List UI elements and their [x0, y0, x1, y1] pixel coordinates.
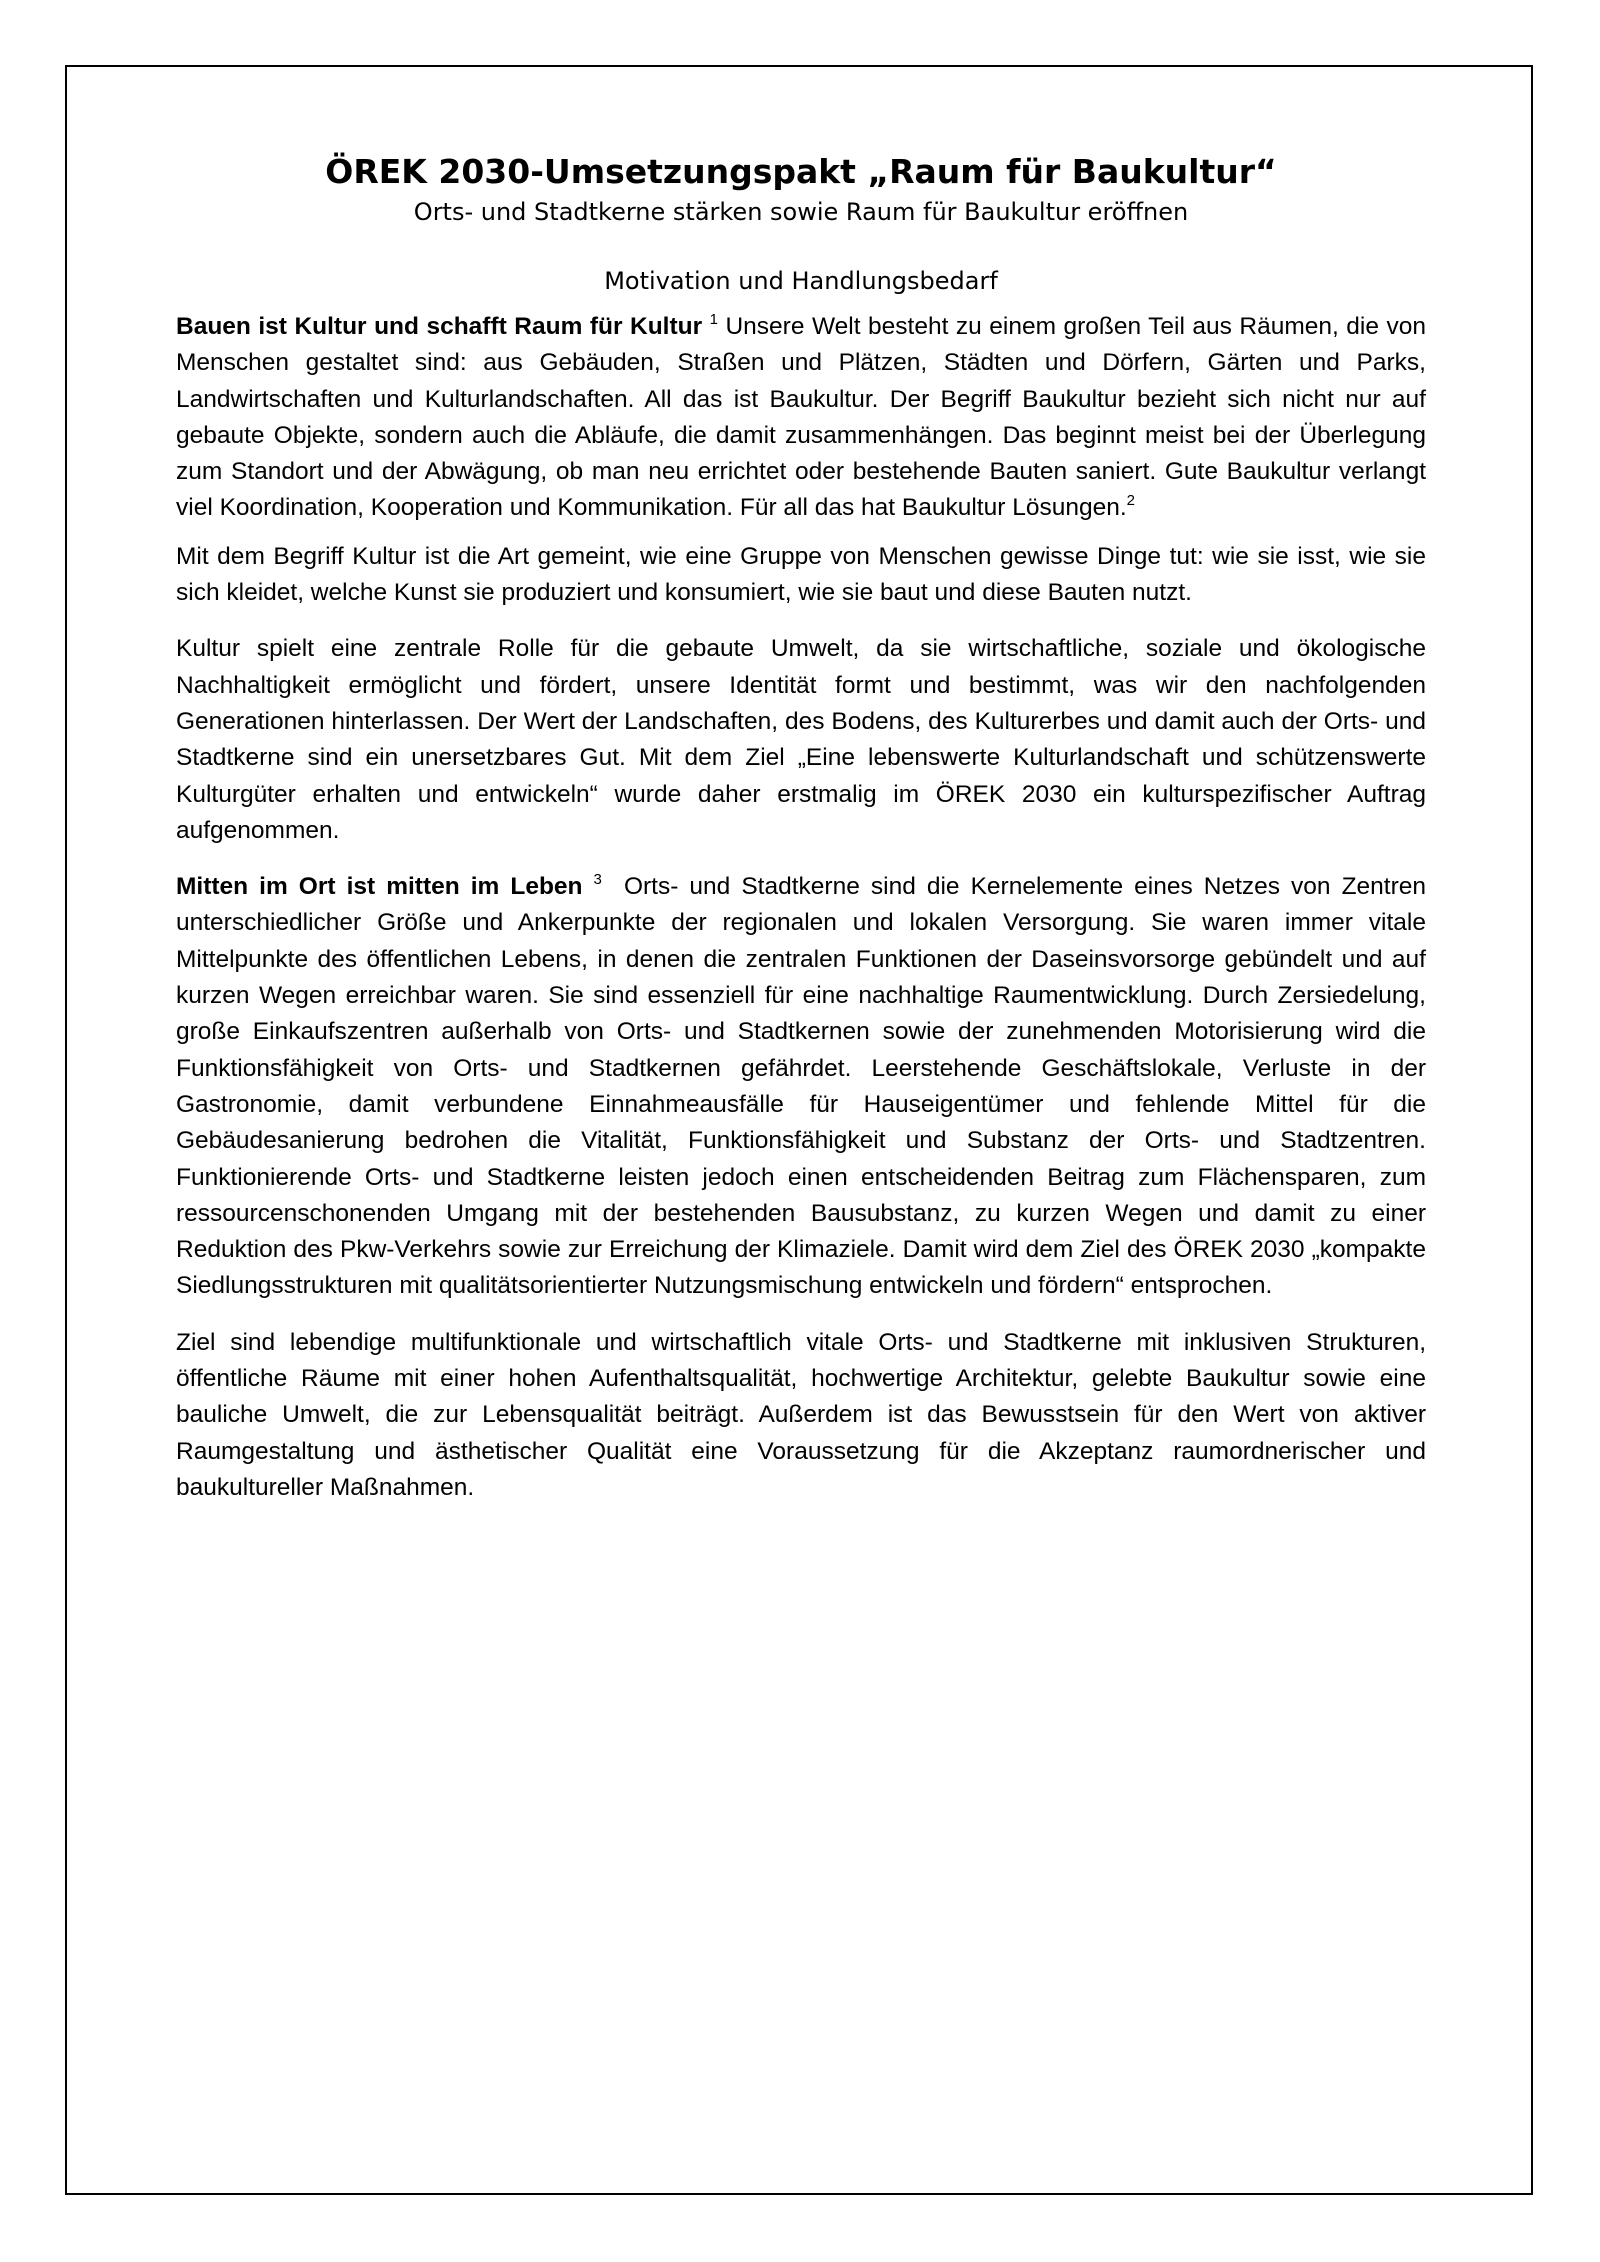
paragraph-kultur-rolle: Kultur spielt eine zentrale Rolle für die gebaute Umwelt, da sie wirtschaftliche, soziale und ökologische Nachhaltigkeit ermöglicht und fördert, unsere Identität formt und bestimmt, was wir den nachfolgenden Generationen hinterlassen. Der Wert der Landschaften, des Bodens, des Kulturerbes und damit auch der Orts- und Stadtkerne sind ein unersetzbares Gut. Mit dem Ziel „Eine lebenswerte Kulturlandschaft und schützenswerte Kulturgüter erhalten und entwickeln“ wurde daher erstmalig im ÖREK 2030 ein kulturspezifischer Auftrag aufgenommen.: [176, 635, 1426, 844]
footnote-ref[interactable]: 3: [593, 871, 602, 889]
paragraph-kultur-begriff: Mit dem Begriff Kultur ist die Art gemeint, wie eine Gruppe von Menschen gewisse Dinge tut: wie sie isst, wie sie sich kleidet, welche Kunst sie produziert und konsumiert, wie sie baut und diese Bauten nutzt.: [176, 542, 1426, 607]
paragraph-baukultur: [176, 309, 1426, 527]
paragraph-text: Unsere Welt besteht zu einem großen Teil aus Räumen, die von Menschen gestaltet sind: aus Gebäuden, Straßen und Plätzen, Städten und Dörfern, Gärten und Parks, Landwirtschaften und Kulturlandschaften. All das ist Baukultur. Der Begriff Baukultur bezieht sich nicht nur auf gebaute Objekte, sondern auch die Abläufe, die damit zusammenhängen. Das beginnt meist bei der Überlegung zum Standort und der Abwägung, ob man neu errichtet oder bestehende Bauten saniert. Gute Baukultur verlangt viel Koordination, Kooperation und Kommunikation. Für all das hat Baukultur Lösungen.: [176, 313, 1427, 522]
document-subtitle: Orts- und Stadtkerne stärken sowie Raum für Baukultur eröffnen: [413, 198, 1189, 226]
section-heading: Motivation und Handlungsbedarf: [604, 267, 998, 295]
paragraph-ortskerne: [176, 869, 1426, 1305]
document-body: [176, 150, 1426, 1506]
footnote-ref[interactable]: 2: [1126, 492, 1135, 510]
document-title: ÖREK 2030-Umsetzungspakt „Raum für Baukultur“: [325, 152, 1277, 191]
paragraph-lead: Bauen ist Kultur und schafft Raum für Kultur: [176, 313, 703, 340]
paragraph-text: Orts- und Stadtkerne sind die Kernelemente eines Netzes von Zentren unterschiedlicher Größe und Ankerpunkte der regionalen und lokalen Versorgung. Sie waren immer vitale Mittelpunkte des öffentlichen Lebens, in denen die zentralen Funktionen der Daseinsvorsorge gebündelt und auf kurzen Wegen erreichbar waren. Sie sind essenziell für eine nachhaltige Raumentwicklung. Durch Zersiedelung, große Einkaufszentren außerhalb von Orts- und Stadtkernen sowie der zunehmenden Motorisierung wird die Funktionsfähigkeit von Orts- und Stadtkernen gefährdet. Leerstehende Geschäftslokale, Verluste in der Gastronomie, damit verbundene Einnahmeausfälle für Hauseigentümer und fehlende Mittel für die Gebäudesanierung bedrohen die Vitalität, Funktionsfähigkeit und Substanz der Orts- und Stadtzentren. Funktionierende Orts- und Stadtkerne leisten jedoch einen entscheidenden Beitrag zum Flächensparen, zum ressourcenschonenden Umgang mit der bestehenden Bausubstanz, zu kurzen Wegen und damit zu einer Reduktion des Pkw-Verkehrs sowie zur Erreichung der Klimaziele. Damit wird dem Ziel des ÖREK 2030 „kompakte Siedlungsstrukturen mit qualitätsorientierter Nutzungsmischung entwickeln und fördern“ entsprochen.: [176, 873, 1427, 1300]
paragraph-ziel: Ziel sind lebendige multifunktionale und wirtschaftlich vitale Orts- und Stadtkerne mit inklusiven Strukturen, öffentliche Räume mit einer hohen Aufenthaltsqualität, hochwertige Architektur, gelebte Baukultur sowie eine bauliche Umwelt, die zur Lebensqualität beiträgt. Außerdem ist das Bewusstsein für den Wert von aktiver Raumgestaltung und ästhetischer Qualität eine Voraussetzung für die Akzeptanz raumordnerischer und baukultureller Maßnahmen.: [176, 1328, 1426, 1501]
footnote-ref[interactable]: 1: [709, 311, 718, 328]
paragraph-lead: Mitten im Ort ist mitten im Leben: [176, 873, 583, 901]
